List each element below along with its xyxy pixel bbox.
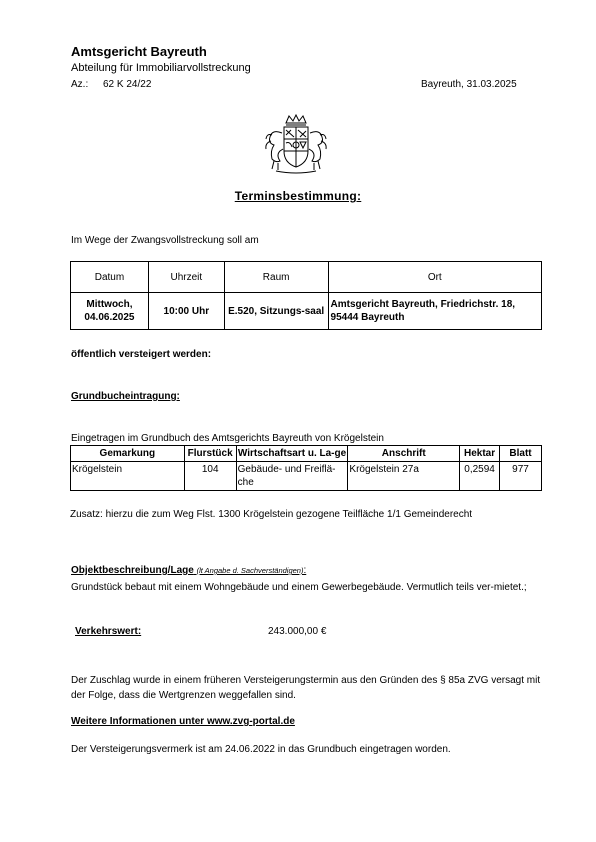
cell-hektar: 0,2594 bbox=[460, 462, 500, 491]
appointment-date: Mittwoch, 04.06.2025 bbox=[71, 293, 149, 330]
header-hektar: Hektar bbox=[460, 446, 500, 462]
cell-blatt: 977 bbox=[500, 462, 542, 491]
zuschlag-note: Der Zuschlag wurde in einem früheren Versteigerungstermin aus den Gründen des § 85a ZVG versagt mit der Folge, dass die Wertgrenzen weggefallen sind. bbox=[71, 675, 541, 701]
object-source-note: (lt Angabe d. Sachverständigen) bbox=[196, 566, 304, 575]
auction-statement: öffentlich versteigert werden: bbox=[71, 349, 212, 360]
place-date: Bayreuth, 31.03.2025 bbox=[421, 79, 517, 90]
grundbuch-intro: Eingetragen im Grundbuch des Amtsgerichts Bayreuth von Krögelstein bbox=[71, 433, 384, 444]
appointment-location: Amtsgericht Bayreuth, Friedrichstr. 18, 95444 Bayreuth bbox=[328, 293, 541, 330]
cell-anschrift: Krögelstein 27a bbox=[348, 462, 460, 491]
cell-wirtschaftsart: Gebäude- und Freiflä-che bbox=[236, 462, 348, 491]
appointment-room: E.520, Sitzungs-saal bbox=[224, 293, 328, 330]
header-flurstueck: Flurstück bbox=[184, 446, 236, 462]
cell-gemarkung: Krögelstein bbox=[71, 462, 185, 491]
department: Abteilung für Immobiliarvollstreckung bbox=[71, 62, 251, 74]
header-datum: Datum bbox=[71, 262, 149, 293]
registration-note: Der Versteigerungsvermerk ist am 24.06.2022 in das Grundbuch eingetragen worden. bbox=[71, 744, 451, 755]
document-title: Terminsbestimmung: bbox=[234, 189, 362, 203]
object-heading bbox=[71, 565, 306, 576]
header-gemarkung: Gemarkung bbox=[71, 446, 185, 462]
object-heading-label: Objektbeschreibung/Lage bbox=[71, 565, 194, 576]
object-heading-colon: : bbox=[303, 565, 307, 576]
court-name: Amtsgericht Bayreuth bbox=[71, 44, 207, 59]
header-uhrzeit: Uhrzeit bbox=[148, 262, 224, 293]
intro-text: Im Wege der Zwangsvollstreckung soll am bbox=[71, 235, 259, 246]
object-description: Grundstück bebaut mit einem Wohngebäude und einem Gewerbegebäude. Vermutlich teils ver-mietet.; bbox=[71, 582, 527, 593]
bavarian-coat-of-arms-icon bbox=[262, 113, 330, 175]
appointment-time: 10:00 Uhr bbox=[148, 293, 224, 330]
grundbuch-table bbox=[70, 445, 542, 491]
grundbuch-heading: Grundbucheintragung: bbox=[71, 391, 180, 402]
cell-flurstueck: 104 bbox=[184, 462, 236, 491]
more-info-link[interactable]: Weitere Informationen unter www.zvg-portal.de bbox=[71, 716, 295, 727]
market-value-label: Verkehrswert: bbox=[75, 626, 142, 637]
grundbuch-addition: Zusatz: hierzu die zum Weg Flst. 1300 Krögelstein gezogene Teilfläche 1/1 Gemeinderecht bbox=[70, 509, 473, 520]
case-number-label: Az.: bbox=[71, 79, 89, 90]
header-anschrift: Anschrift bbox=[348, 446, 460, 462]
header-wirtschaftsart: Wirtschaftsart u. La-ge bbox=[236, 446, 348, 462]
header-ort: Ort bbox=[328, 262, 541, 293]
appointment-table bbox=[70, 261, 542, 330]
case-number: 62 K 24/22 bbox=[103, 79, 152, 90]
market-value: 243.000,00 € bbox=[268, 626, 327, 637]
header-raum: Raum bbox=[224, 262, 328, 293]
header-blatt: Blatt bbox=[500, 446, 542, 462]
